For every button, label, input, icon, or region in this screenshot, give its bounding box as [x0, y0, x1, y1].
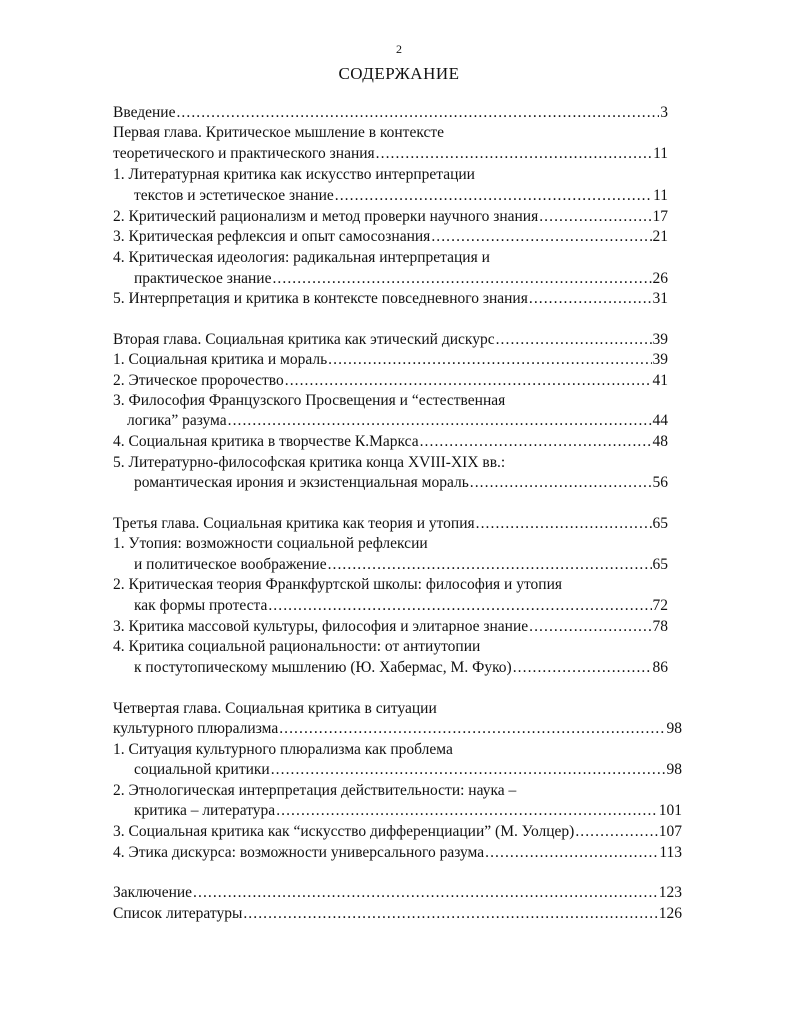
toc-entry	[113, 330, 668, 350]
toc-entry-page: 113	[659, 844, 682, 861]
toc-entry-label: 3. Критика массовой культуры, философия и элитарное знание	[113, 618, 529, 635]
toc-entry	[127, 411, 668, 431]
toc-entry-label: критика – литература	[134, 802, 276, 819]
toc-entry	[113, 534, 428, 554]
toc-entry-label: Первая глава. Критическое мышление в контексте	[113, 124, 445, 141]
dot-leader	[176, 103, 659, 123]
toc-entry	[113, 699, 437, 719]
toc-entry-label: 2. Критическая теория Франкфуртской школы: философия и утопия	[113, 576, 562, 593]
toc-entry-page: 65	[652, 515, 668, 532]
dot-leader	[420, 432, 652, 452]
toc-entry	[113, 453, 505, 473]
toc-entry	[113, 883, 682, 903]
toc-entry	[113, 289, 668, 309]
toc-entry	[134, 473, 668, 493]
toc-entry-label: теоретического и практического знания	[113, 145, 375, 162]
dot-leader	[279, 719, 665, 739]
toc-entry-label: 1. Литературная критика как искусство интерпретации	[113, 166, 475, 183]
toc-entry-label: культурного плюрализма	[113, 720, 279, 737]
toc-entry	[113, 432, 668, 452]
toc-entry-label: романтическая ирония и экзистенциальная мораль	[134, 474, 469, 491]
page-number: 2	[396, 42, 402, 56]
toc-entry-label: 3. Социальная критика как “искусство дифференциации” (М. Уолцер)	[113, 823, 575, 840]
toc-entry-page: 107	[658, 823, 682, 840]
dot-leader	[228, 411, 652, 431]
toc-entry-page: 26	[652, 270, 668, 287]
toc-entry-label: 2. Критический рационализм и метод проверки научного знания	[113, 208, 539, 225]
toc-entry	[113, 904, 682, 924]
toc-entry-label: 5. Литературно-философская критика конца XVIII-XIX вв.:	[113, 454, 506, 471]
dot-leader	[285, 371, 652, 391]
toc-entry-page: 41	[652, 372, 668, 389]
toc-entry-label: 4. Этика дискурса: возможности универсального разума	[113, 844, 485, 861]
toc-entry-page: 126	[658, 905, 682, 922]
dot-leader	[476, 514, 652, 534]
toc-entry-page: 48	[652, 433, 668, 450]
dot-leader	[470, 473, 652, 493]
toc-entry-page: 39	[652, 351, 668, 368]
toc-entry-label: Вторая глава. Социальная критика как этический дискурс	[113, 331, 495, 348]
toc-entry	[113, 350, 668, 370]
toc-entry-page: 78	[652, 618, 668, 635]
toc-entry	[113, 103, 668, 123]
toc-entry	[113, 822, 682, 842]
dot-leader	[529, 617, 651, 637]
toc-entry	[113, 391, 505, 411]
toc-entry	[134, 596, 668, 616]
toc-entry-page: 39	[652, 331, 668, 348]
toc-entry-page: 44	[652, 412, 668, 429]
toc-entry-label: Введение	[113, 104, 176, 121]
toc-entry-label: 1. Утопия: возможности социальной рефлексии	[113, 535, 428, 552]
toc-entry-label: как формы протеста	[134, 597, 268, 614]
dot-leader	[575, 822, 657, 842]
toc-entry-label: социальной критики	[134, 761, 270, 778]
dot-leader	[529, 289, 652, 309]
toc-entry-page: 65	[652, 556, 668, 573]
dot-leader	[376, 144, 652, 164]
toc-entry-label: к постутопическому мышлению (Ю. Хабермас, М. Фуко)	[134, 659, 512, 676]
toc-entry	[134, 269, 668, 289]
dot-leader	[485, 843, 658, 863]
dot-leader	[328, 555, 652, 575]
toc-entry-page: 56	[652, 474, 668, 491]
dot-leader	[276, 801, 658, 821]
toc-entry	[113, 719, 682, 739]
toc-entry-label: Третья глава. Социальная критика как теория и утопия	[113, 515, 475, 532]
toc-entry-label: 3. Критическая рефлексия и опыт самосознания	[113, 228, 431, 245]
toc-entry-label: Список литературы	[113, 905, 243, 922]
dot-leader	[328, 350, 651, 370]
toc-entry	[113, 144, 668, 164]
toc-entry-page: 98	[666, 720, 682, 737]
toc-entry-page: 101	[658, 802, 682, 819]
toc-entry-label: текстов и эстетическое знание	[134, 187, 334, 204]
toc-entry-page: 123	[658, 884, 682, 901]
toc-entry-label: и политическое воображение	[134, 556, 327, 573]
toc-entry-label: Четвертая глава. Социальная критика в ситуации	[113, 700, 437, 717]
toc-entry	[134, 801, 682, 821]
toc-entry	[113, 165, 475, 185]
toc-entry-page: 17	[652, 208, 668, 225]
toc-entry	[113, 123, 444, 143]
dot-leader	[268, 596, 651, 616]
toc-entry	[134, 658, 668, 678]
dot-leader	[193, 883, 658, 903]
toc-entry-page: 11	[653, 187, 668, 204]
dot-leader	[243, 904, 657, 924]
toc-entry	[113, 371, 668, 391]
toc-entry-label: 2. Этнологическая интерпретация действительности: наука –	[113, 782, 517, 799]
toc-entry-page: 72	[652, 597, 668, 614]
dot-leader	[431, 227, 651, 247]
toc-entry	[134, 760, 682, 780]
toc-entry	[134, 555, 668, 575]
toc-entry	[113, 207, 668, 227]
toc-entry	[113, 781, 516, 801]
toc-entry-page: 3	[660, 104, 668, 121]
toc-entry-label: 2. Этическое пророчество	[113, 372, 284, 389]
toc-entry-label: 5. Интерпретация и критика в контексте повседневного знания	[113, 290, 528, 307]
toc-entry-label: логика” разума	[127, 412, 227, 429]
toc-entry	[113, 740, 453, 760]
toc-entry-label: 4. Критическая идеология: радикальная интерпретация и	[113, 249, 490, 266]
toc-entry	[113, 248, 490, 268]
toc-entry-page: 11	[653, 145, 668, 162]
dot-leader	[272, 269, 651, 289]
toc-entry	[113, 617, 668, 637]
toc-entry	[113, 637, 480, 657]
dot-leader	[539, 207, 651, 227]
dot-leader	[271, 760, 666, 780]
toc-title: СОДЕРЖАНИЕ	[338, 64, 460, 83]
toc-entry-label: 1. Ситуация культурного плюрализма как проблема	[113, 741, 453, 758]
toc-entry-label: 3. Философия Французского Просвещения и “естественная	[113, 392, 506, 409]
toc-entry-page: 98	[666, 761, 682, 778]
toc-entry-label: Заключение	[113, 884, 193, 901]
toc-entry-label: практическое знание	[134, 270, 272, 287]
toc-entry-page: 21	[652, 228, 668, 245]
toc-entry	[113, 227, 668, 247]
toc-entry-page: 31	[652, 290, 668, 307]
toc-entry	[113, 514, 668, 534]
toc-entry-label: 1. Социальная критика и мораль	[113, 351, 328, 368]
toc-entry	[134, 186, 668, 206]
toc-entry-page: 86	[652, 659, 668, 676]
dot-leader	[335, 186, 652, 206]
toc-entry	[113, 843, 682, 863]
toc-entry	[113, 575, 562, 595]
toc-entry-label: 4. Критика социальной рациональности: от антиутопии	[113, 638, 481, 655]
dot-leader	[513, 658, 652, 678]
toc-entry-label: 4. Социальная критика в творчестве К.Маркса	[113, 433, 419, 450]
dot-leader	[496, 330, 652, 350]
